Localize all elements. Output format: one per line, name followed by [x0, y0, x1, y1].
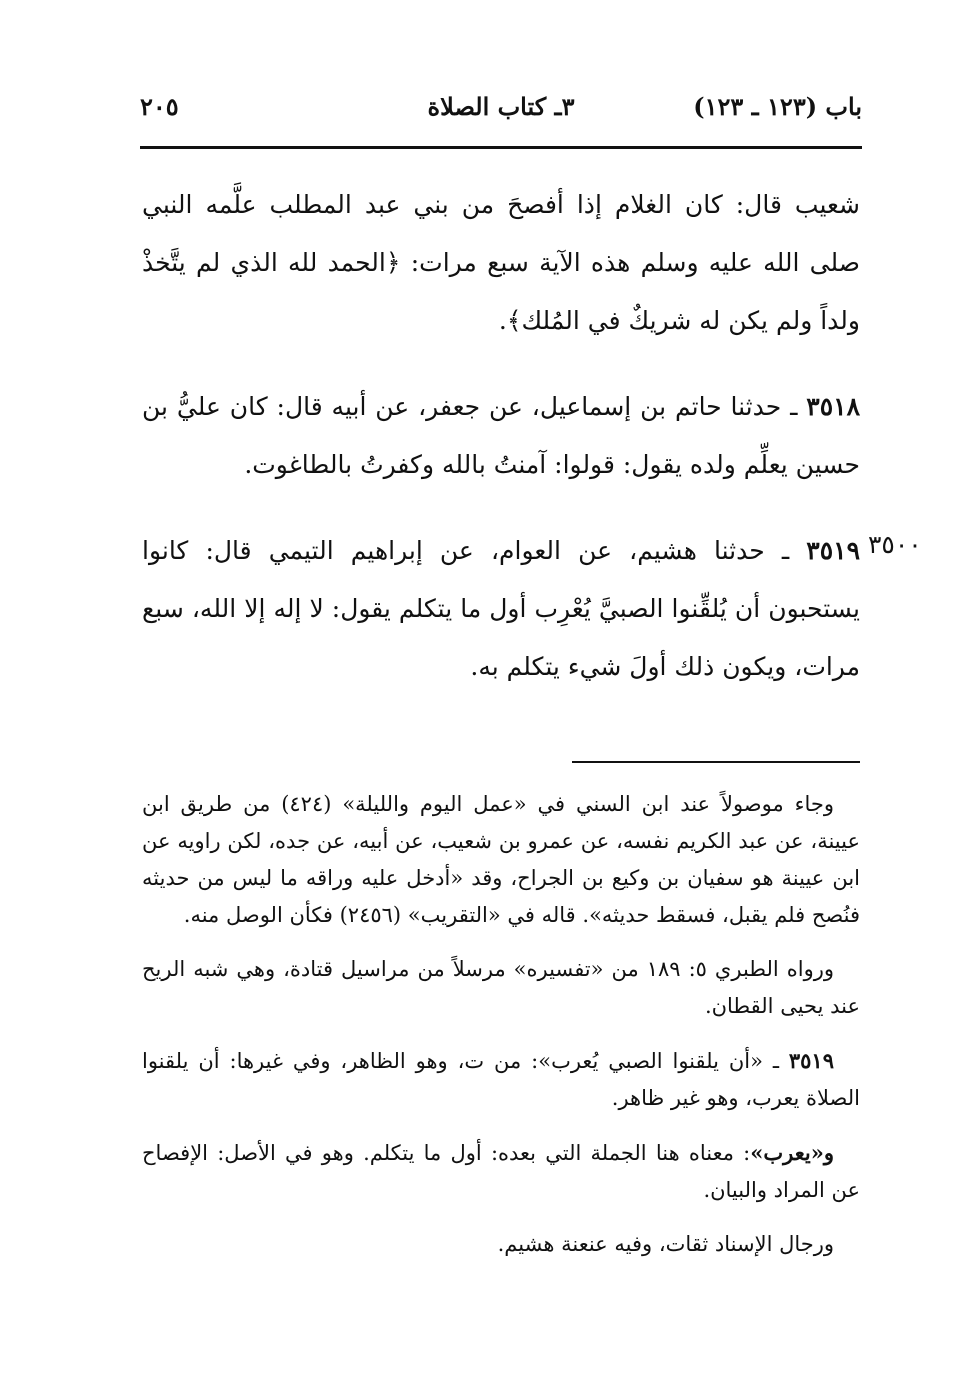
- book-title: ٣ـ كتاب الصلاة: [427, 92, 575, 121]
- main-body-text: [142, 176, 860, 724]
- chapter-heading: باب (١٢٣ ـ ١٢٣): [693, 92, 862, 121]
- footnote-text: وجاء موصولاً عند ابن السني في «عمل اليوم والليلة» (٤٢٤) من طريق ابن عيينة، عن عبد الكريم نفسه، عن عمرو بن شعيب، عن أبيه، عن جده، لكن راويه عن ابن عيينة هو سفيان بن وكيع بن الجراح، وقد «أدخل عليه وراقه ما ليس من حديثه فنُصح فلم يقبل، فسقط حديثه». قاله في «التقريب» (٢٤٥٦) فكأن الوصل منه.: [142, 792, 860, 927]
- footnote-paragraph: [142, 951, 860, 1025]
- footnote-paragraph: [142, 786, 860, 934]
- footnote-paragraph: [142, 1042, 860, 1117]
- hadith-number: ٣٥١٨: [806, 392, 860, 421]
- hadith-text: ـ حدثنا حاتم بن إسماعيل، عن جعفر، عن أبيه قال: كان عليُّ بن حسين يعلِّم ولده يقول: قولوا: آمنتُ بالله وكفرتُ بالطاغوت.: [142, 392, 860, 479]
- footnote-lead-word: و«يعرب»: [750, 1140, 834, 1165]
- hadith-3518: [142, 378, 860, 494]
- footnote-divider: [572, 761, 860, 763]
- footnote-paragraph: [142, 1226, 860, 1263]
- hadith-text: ـ حدثنا هشيم، عن العوام، عن إبراهيم التيمي قال: كانوا يستحبون أن يُلقِّنوا الصبيَّ يُعْرِب أول ما يتكلم يقول: لا إله إلا الله، سبع مرات، ويكون ذلك أولَ شيء يتكلم به.: [142, 536, 860, 681]
- header-divider: [140, 146, 862, 149]
- footnote-text: ورجال الإسناد ثقات، وفيه عنعنة هشيم.: [497, 1232, 834, 1256]
- footnote-number: ٣٥١٩: [788, 1048, 834, 1073]
- page-header: [140, 92, 862, 140]
- footnotes-section: [142, 786, 860, 1280]
- margin-reference-number: ٣٥٠٠: [868, 530, 922, 559]
- hadith-number: ٣٥١٩: [806, 536, 860, 565]
- footnote-paragraph: [142, 1134, 860, 1209]
- hadith-3519: [142, 522, 860, 696]
- page-number: ٢٠٥: [140, 92, 179, 121]
- paragraph-text: شعيب قال: كان الغلام إذا أفصحَ من بني عبد المطلب علَّمه النبي صلى الله عليه وسلم هذه الآية سبع مرات: ﴿الحمد لله الذي لم يتَّخذْ ولداً ولم يكن له شريكٌ في المُلك﴾.: [142, 190, 860, 335]
- paragraph-continuation: [142, 176, 860, 350]
- footnote-text: : معناه هنا الجملة التي بعده: أول ما يتكلم. وهو في الأصل: الإفصاح عن المراد والبيان.: [142, 1141, 860, 1202]
- footnote-text: ـ «أن يلقنوا الصبي يُعرب»: من ت، وهو الظاهر، وفي غيرها: أن يلقنوا الصلاة يعرب، وهو غير ظاهر.: [142, 1049, 860, 1110]
- footnote-text: ورواه الطبري ٥: ١٨٩ من «تفسيره» مرسلاً من مراسيل قتادة، وهي شبه الريح عند يحيى القطان.: [142, 957, 860, 1018]
